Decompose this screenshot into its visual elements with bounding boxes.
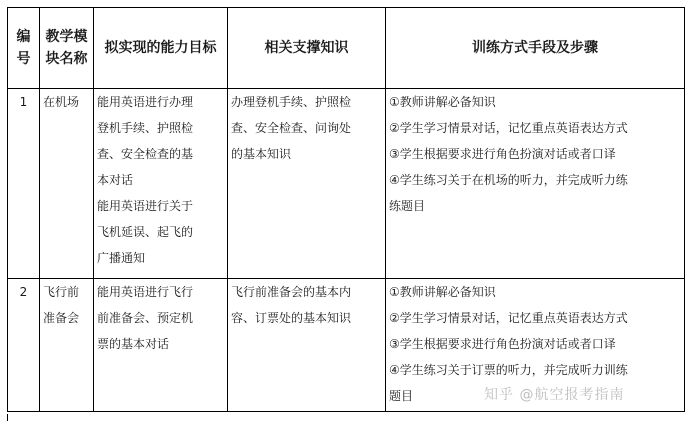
ability-line: 查、安全检查的基	[97, 147, 194, 161]
knowledge-line: 容、订票处的基本知识	[231, 311, 352, 325]
curriculum-table	[7, 7, 685, 412]
method-step: ③学生根据要求进行角色扮演对话或者口译	[389, 147, 616, 161]
table-header-row	[8, 8, 685, 89]
ability-line: 广播通知	[97, 251, 146, 265]
table-continuation-edge	[7, 414, 685, 421]
knowledge-line: 飞行前准备会的基本内	[231, 285, 352, 299]
method-step: ①教师讲解必备知识	[389, 285, 496, 299]
ability-line: 飞机延误、起飞的	[97, 225, 194, 239]
row-method	[386, 89, 685, 279]
row-number: 2	[8, 279, 40, 412]
header-method: 训练方式手段及步骤	[386, 8, 685, 89]
watermark: 知乎 @航空报考指南	[484, 387, 625, 403]
method-step: ②学生学习情景对话，记忆重点英语表达方式	[389, 311, 628, 325]
knowledge-line: 办理登机手续、护照检	[231, 95, 352, 109]
knowledge-line: 查、安全检查、问询处	[231, 121, 352, 135]
header-number: 编号	[8, 8, 40, 89]
row-ability	[94, 279, 228, 412]
row-module: 在机场	[40, 89, 94, 279]
row-ability	[94, 89, 228, 279]
row-module: 飞行前准备会	[40, 279, 94, 412]
table-row	[8, 89, 685, 279]
method-step: ①教师讲解必备知识	[389, 95, 496, 109]
row-knowledge	[228, 89, 386, 279]
method-step: 练题目	[389, 199, 426, 213]
ability-line: 能用英语进行办理	[97, 95, 194, 109]
method-step: ④学生练习关于在机场的听力，并完成听力练	[389, 173, 628, 187]
method-step: ③学生根据要求进行角色扮演对话或者口译	[389, 337, 616, 351]
method-step: 题目	[389, 389, 414, 403]
header-module: 教学模块名称	[40, 8, 94, 89]
method-step: ②学生学习情景对话，记忆重点英语表达方式	[389, 121, 628, 135]
ability-line: 能用英语进行飞行	[97, 285, 194, 299]
ability-line: 登机手续、护照检	[97, 121, 194, 135]
header-knowledge: 相关支撑知识	[228, 8, 386, 89]
ability-line: 本对话	[97, 173, 134, 187]
row-number: 1	[8, 89, 40, 279]
row-knowledge	[228, 279, 386, 412]
method-step: ④学生练习关于订票的听力，并完成听力训练	[389, 363, 628, 377]
ability-line: 票的基本对话	[97, 337, 170, 351]
header-ability: 拟实现的能力目标	[94, 8, 228, 89]
ability-line: 前准备会、预定机	[97, 311, 194, 325]
ability-line: 能用英语进行关于	[97, 199, 194, 213]
knowledge-line: 的基本知识	[231, 147, 292, 161]
